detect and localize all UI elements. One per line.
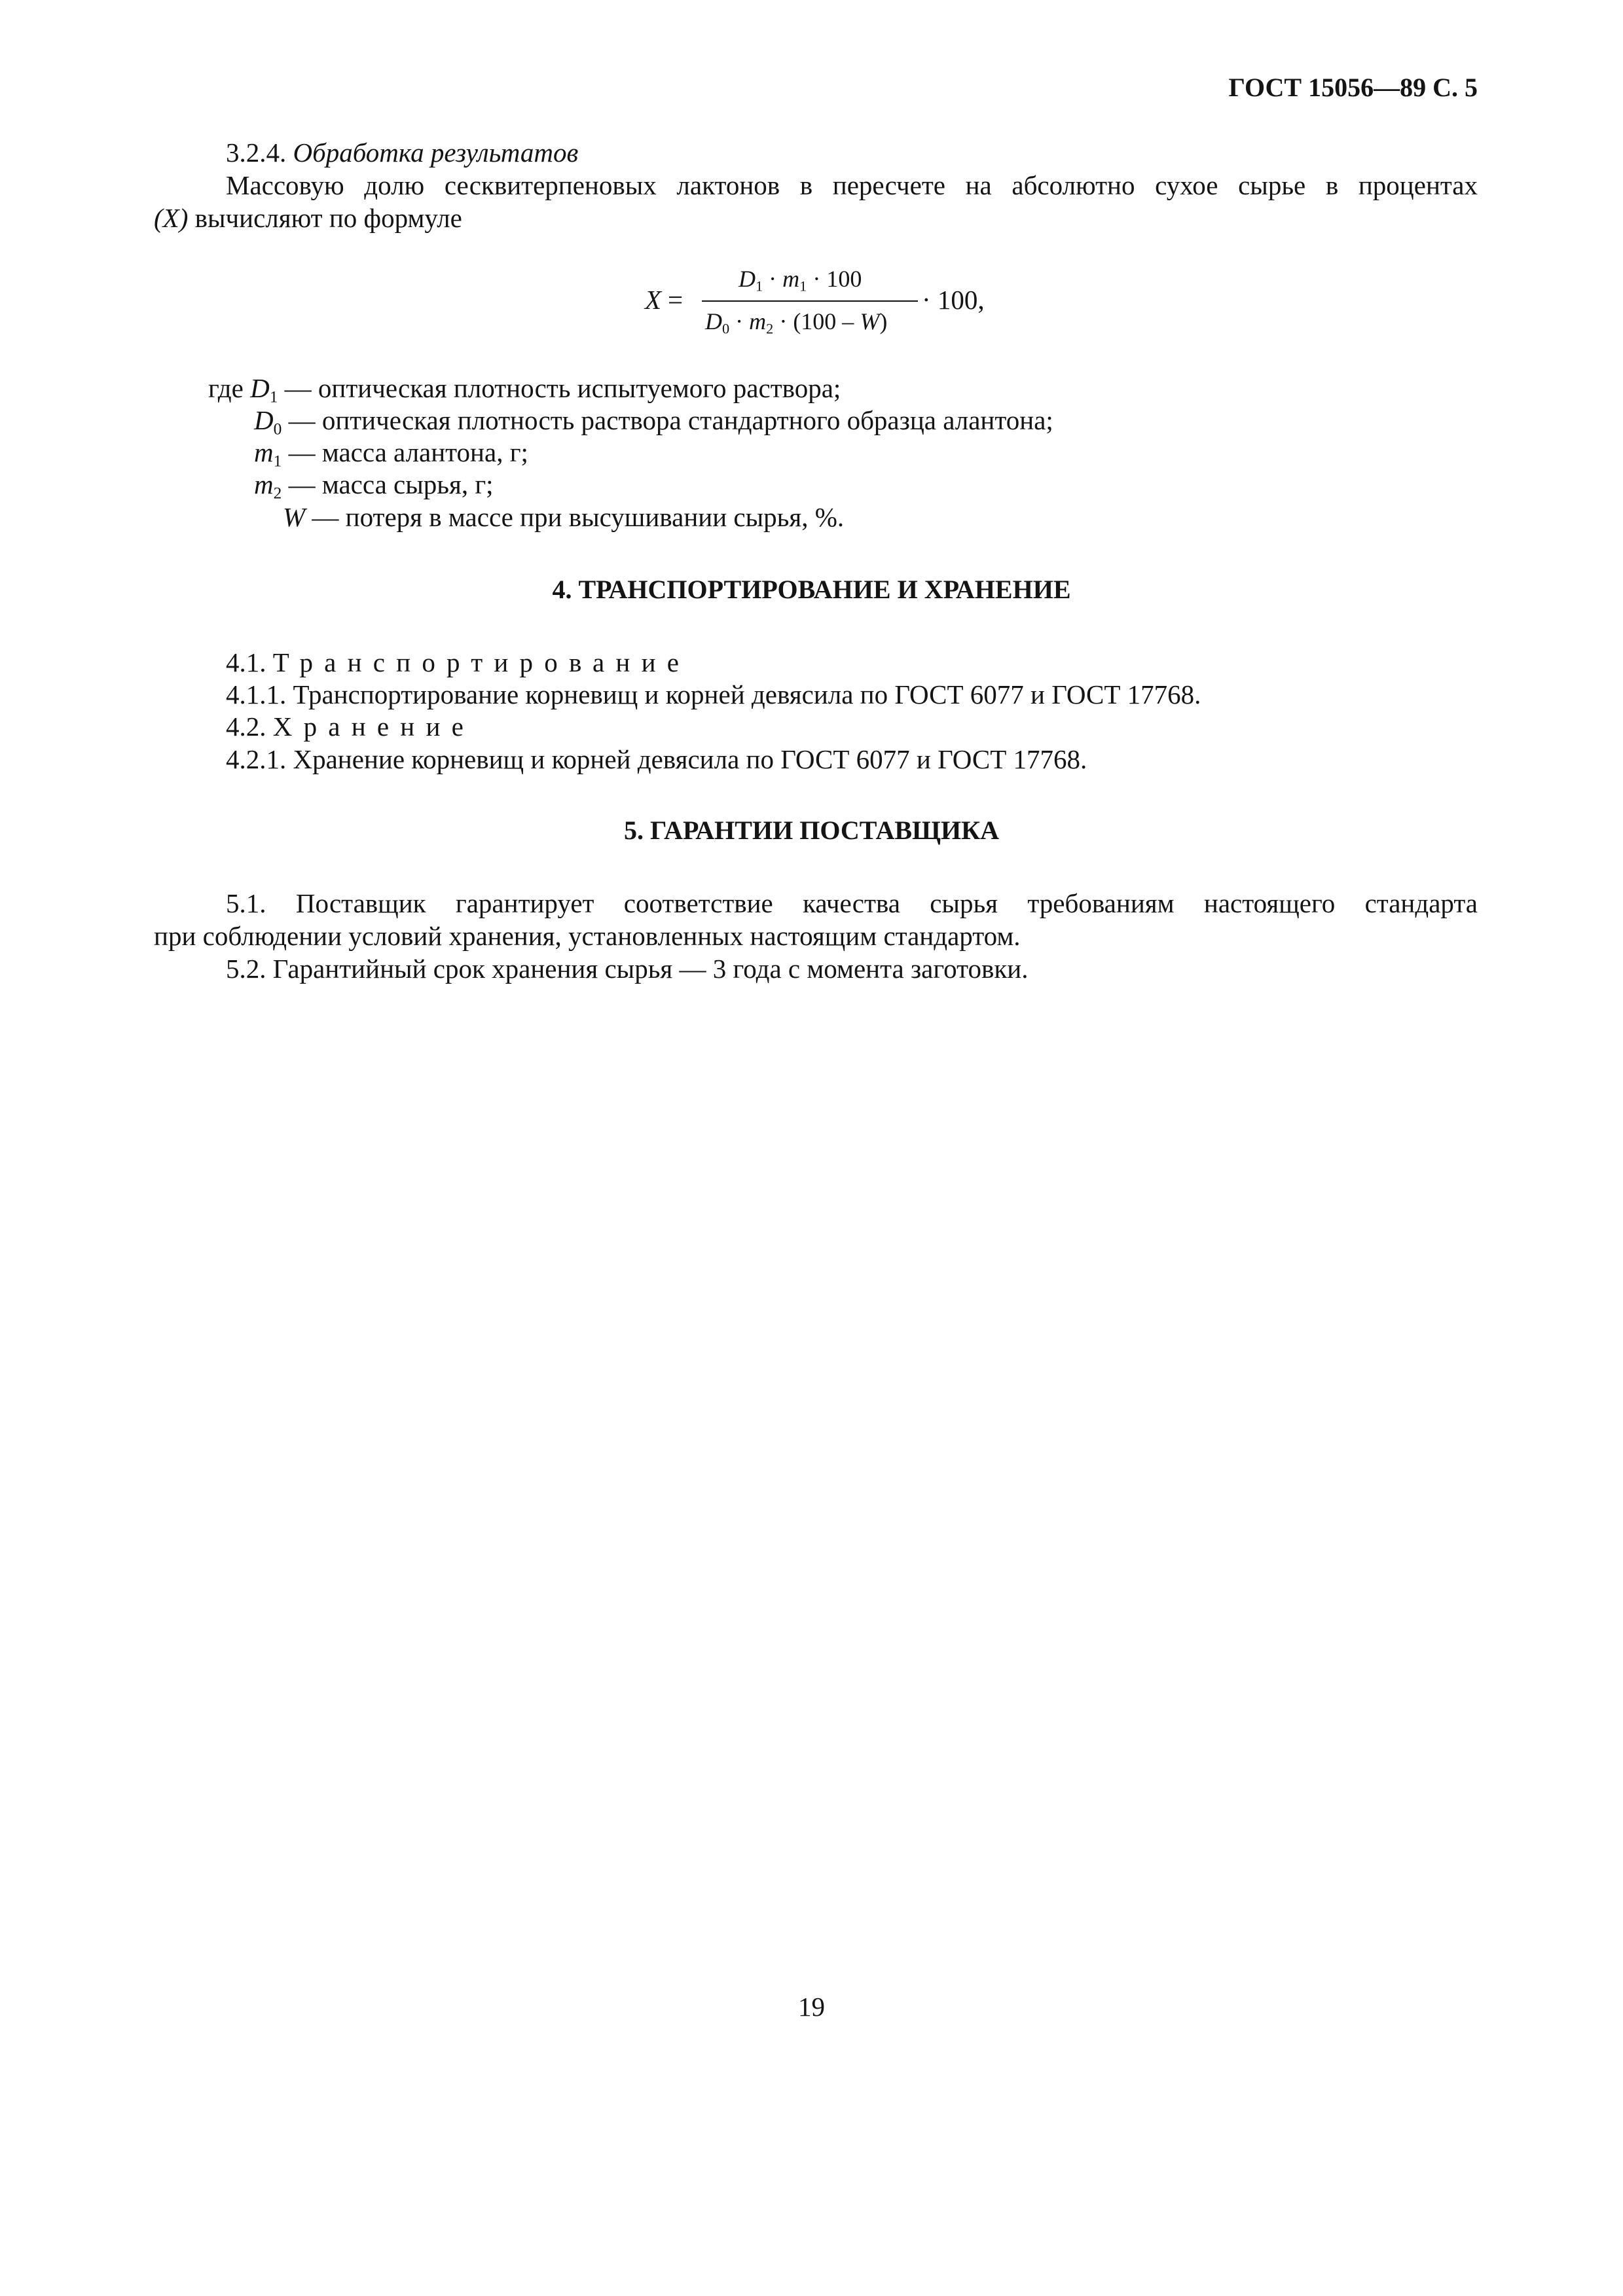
variable-x: (X) — [154, 203, 189, 233]
numerator-dot: · — [812, 266, 821, 292]
paragraph-5-2: 5.2. Гарантийный срок хранения сырья — 3 года с момента заготовки. — [226, 954, 1029, 984]
formula-intro-text: вычисляют по формуле — [188, 203, 462, 233]
formula-denominator — [705, 308, 887, 335]
formula-lhs: X — [645, 285, 662, 315]
where-item-m1 — [254, 437, 528, 471]
numerator-d: D — [739, 266, 756, 292]
where-symbol-sub: 1 — [269, 387, 278, 406]
where-definition: — потеря в массе при высушивании сырья, %. — [312, 502, 845, 532]
where-item-m2 — [254, 469, 494, 503]
where-definition: — масса алантона, г; — [288, 437, 528, 467]
where-item-w — [283, 504, 844, 531]
where-item-d1 — [208, 373, 841, 406]
where-symbol: W — [283, 502, 306, 532]
paragraph-title-spaced: Хранение — [272, 711, 475, 742]
numerator-dot: · — [769, 266, 777, 292]
paragraph-4-1-1: 4.1.1. Транспортирование корневищ и корней девясила по ГОСТ 6077 и ГОСТ 17768. — [226, 679, 1201, 709]
where-symbol-sub: 0 — [273, 420, 282, 439]
fraction-bar — [702, 300, 918, 302]
running-header: ГОСТ 15056—89 С. 5 — [1228, 73, 1478, 102]
formula-intro-line2 — [154, 205, 462, 232]
numerator-constant: 100 — [826, 266, 862, 292]
where-definition: — масса сырья, г; — [288, 469, 494, 499]
formula-multiplier: · 100, — [922, 285, 985, 315]
page-number: 19 — [798, 1992, 825, 2022]
where-intro: где — [208, 373, 244, 403]
where-item-d0 — [254, 405, 1053, 439]
paragraph-5-1-line2: при соблюдении условий хранения, установленных настоящим стандартом. — [154, 921, 1021, 951]
where-definition: — оптическая плотность испытуемого раствора; — [284, 373, 841, 403]
subsection-title: Обработка результатов — [293, 137, 579, 168]
denominator-dot: · — [735, 308, 744, 334]
section-5-heading: 5. ГАРАНТИИ ПОСТАВЩИКА — [624, 816, 999, 845]
denominator-open: (100 – — [793, 308, 854, 334]
numerator-m-sub: 1 — [799, 278, 807, 295]
where-symbol: D — [250, 373, 270, 403]
formula-numerator — [739, 265, 862, 293]
denominator-dot: · — [779, 308, 788, 334]
where-symbol-sub: 1 — [273, 452, 282, 471]
subsection-number: 3.2.4. — [226, 137, 287, 168]
where-symbol: m — [254, 437, 274, 467]
paragraph-number: 4.2. — [226, 711, 266, 742]
paragraph-4-1 — [226, 649, 690, 676]
paragraph-number: 4.1. — [226, 647, 266, 677]
subsection-3-2-4-title — [226, 139, 578, 166]
denominator-d: D — [705, 308, 722, 334]
paragraph-title-spaced: Транспортирование — [272, 647, 691, 677]
formula-intro-line1: Массовую долю сесквитерпеновых лактонов в пересчете на абсолютно сухое сырье в процентах — [226, 170, 1478, 200]
section-4-heading: 4. ТРАНСПОРТИРОВАНИЕ И ХРАНЕНИЕ — [552, 575, 1071, 604]
paragraph-5-1-line1: 5.1. Поставщик гарантирует соответствие качества сырья требованиям настоящего стандарта — [226, 888, 1478, 918]
formula-equals: = — [668, 285, 684, 315]
where-symbol: m — [254, 469, 274, 499]
denominator-m: m — [749, 308, 767, 334]
denominator-close: ) — [879, 308, 888, 334]
paragraph-4-2-1: 4.2.1. Хранение корневищ и корней девясила по ГОСТ 6077 и ГОСТ 17768. — [226, 744, 1087, 774]
where-symbol-sub: 2 — [273, 484, 282, 503]
denominator-w: W — [860, 308, 880, 334]
denominator-m-sub: 2 — [766, 320, 774, 337]
paragraph-4-2 — [226, 713, 475, 740]
where-symbol: D — [254, 405, 274, 435]
denominator-d-sub: 0 — [722, 320, 730, 337]
where-definition: — оптическая плотность раствора стандартного образца алантона; — [288, 405, 1053, 435]
numerator-m: m — [782, 266, 800, 292]
numerator-d-sub: 1 — [756, 278, 763, 295]
